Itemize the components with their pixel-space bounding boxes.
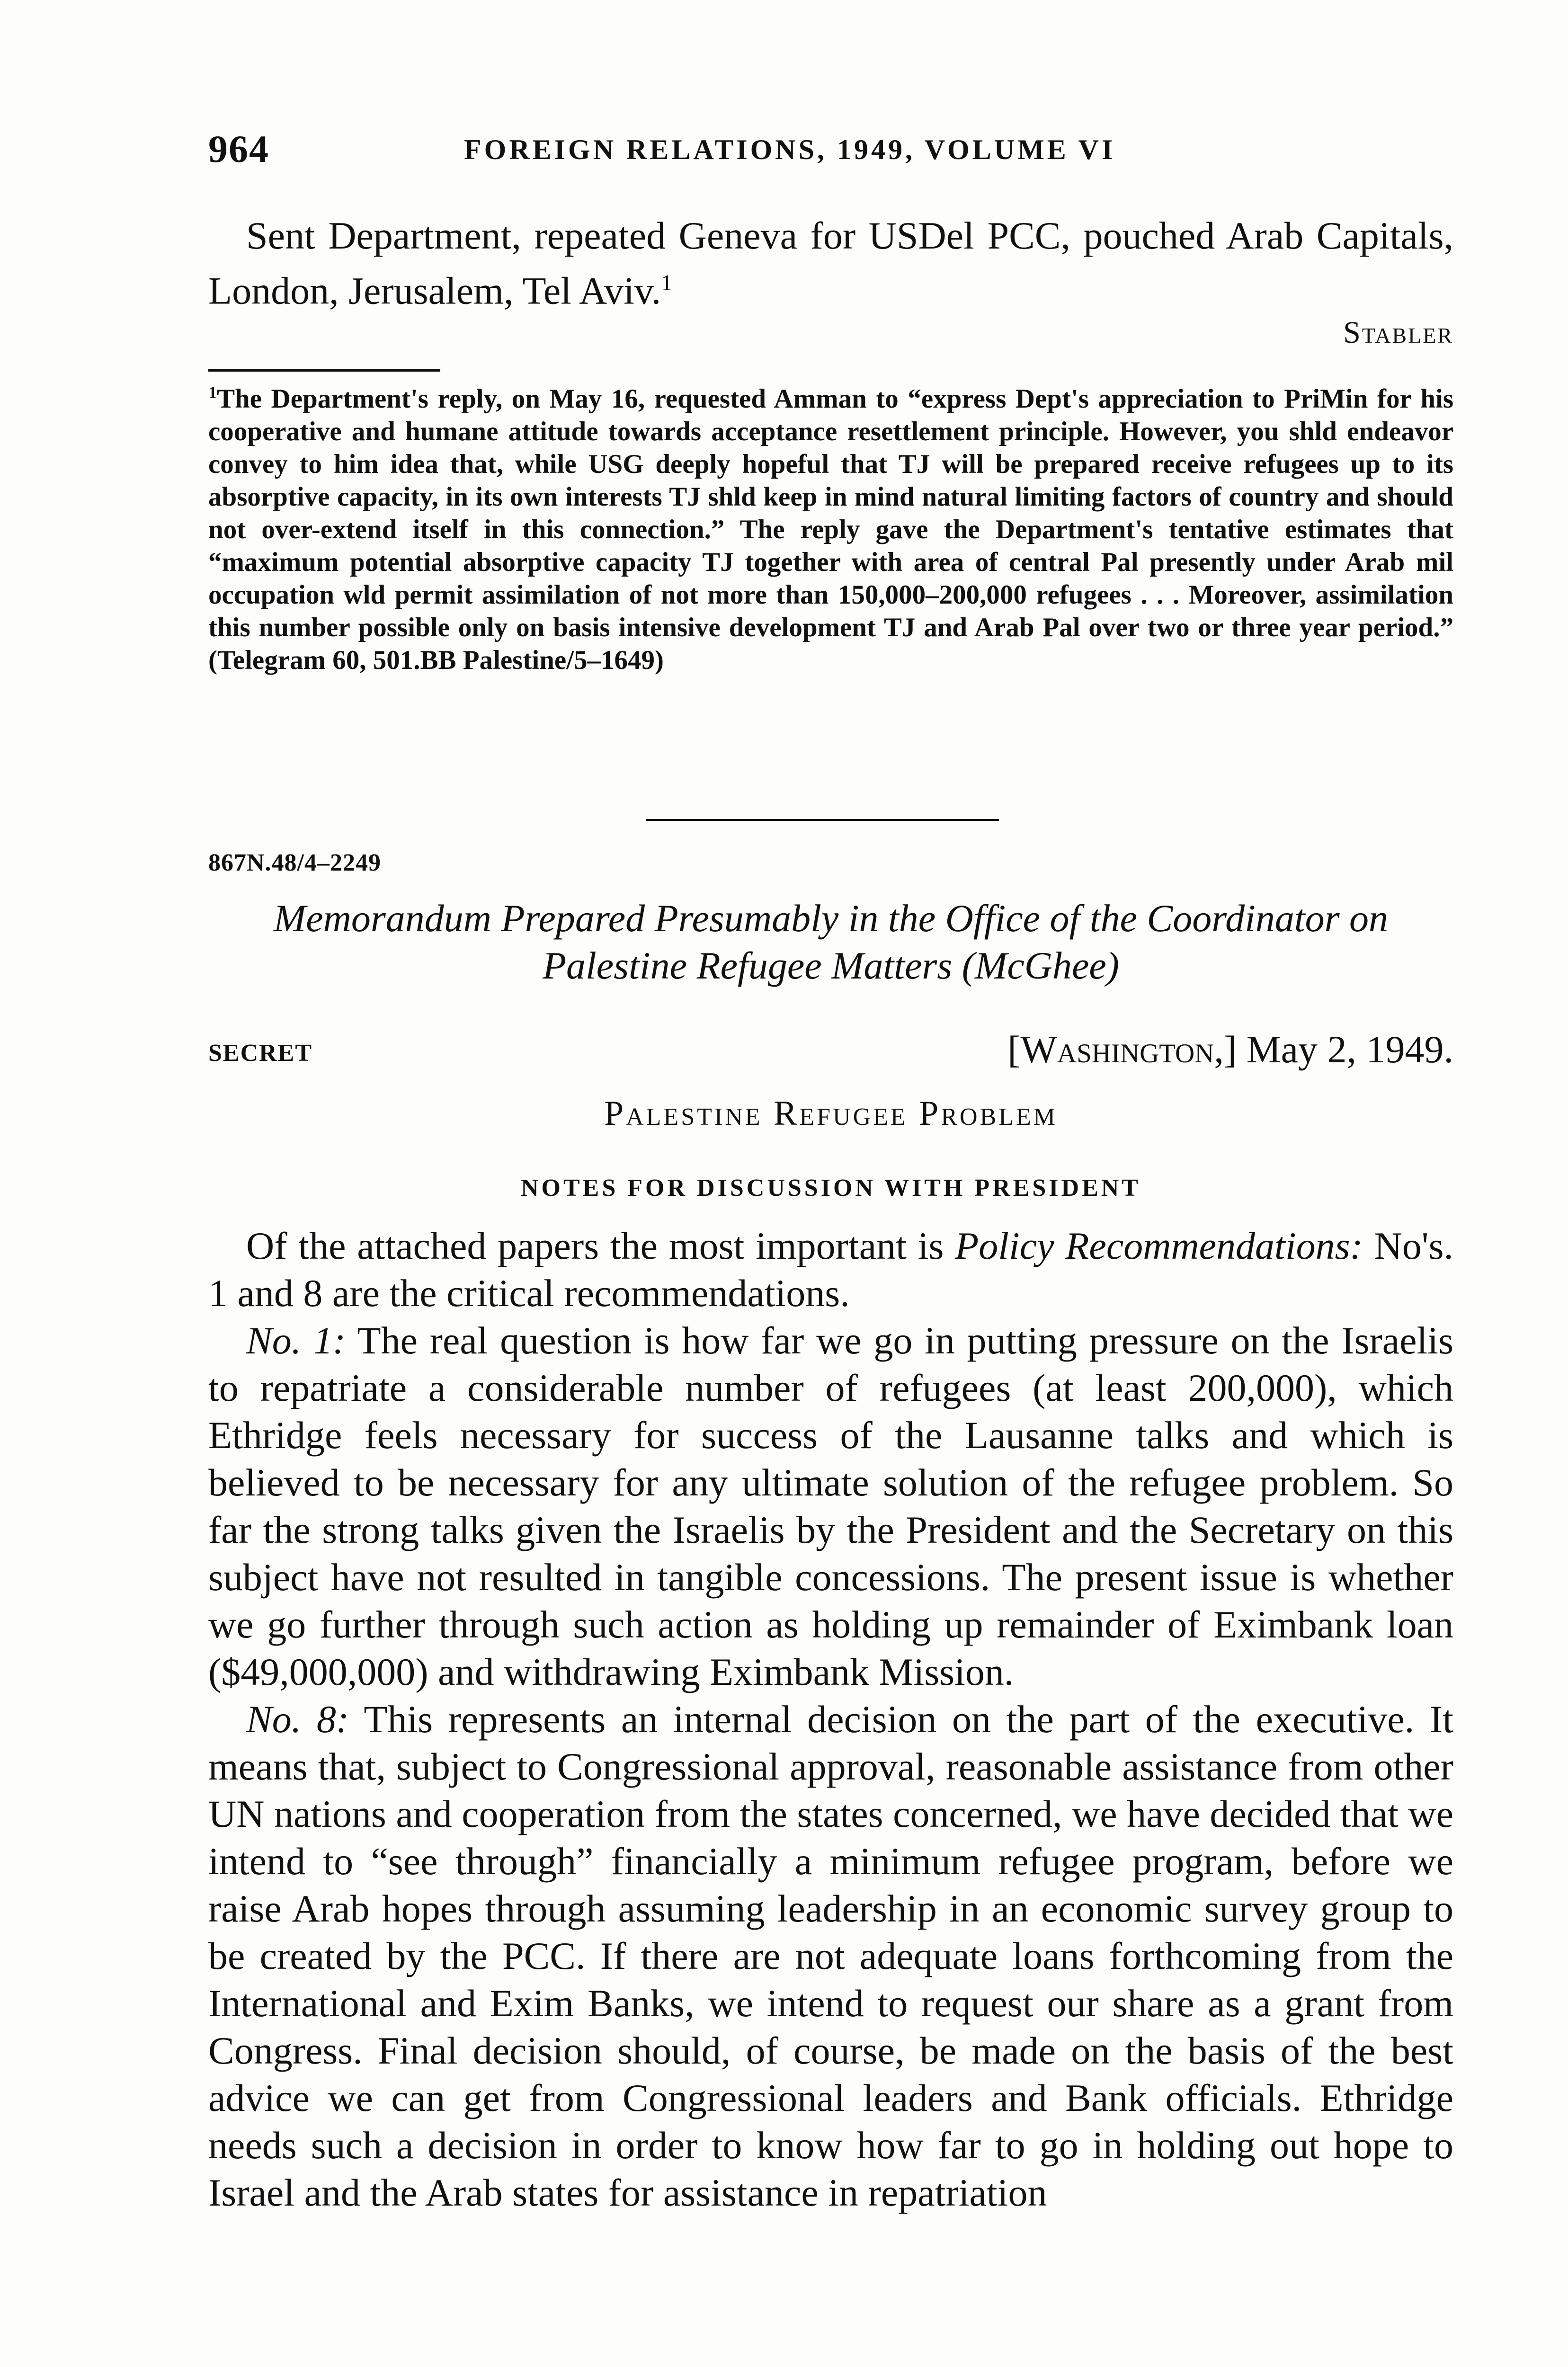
page-number: 964 — [208, 127, 269, 170]
paragraph-3-text: This represents an internal decision on the part of the executive. It means that, subject to Congressional approval, reasonable assistance from other UN nations and cooperation from the states concerned, we have decided that we intend to “see through” financially a minimum refugee program, before we raise Arab hopes through assuming leadership in an economic survey group to be created by the PCC. If there are not adequate loans forthcoming from the International and Exim Banks, we intend to request our share as a grant from Congress. Final decision should, of course, be made on the basis of the best advice we can get from Congressional leaders and Bank officials. Ethridge needs such a decision in order to know how far to go in holding out hope to Israel and the Arab states for assistance in repatriation — [208, 1698, 1454, 2214]
file-number: 867N.48/4–2249 — [208, 849, 381, 876]
footnote — [208, 383, 1453, 676]
footnote-text: The Department's reply, on May 16, requested Amman to “express Dept's appreciation to PriMin for his cooperative and humane attitude towards acceptance resettlement principle. However, you shld endeavor convey to him idea that, while USG deeply hopeful that TJ will be prepared receive refugees up to its absorptive capacity, in its own interests TJ shld keep in mind natural limiting factors of country and should not over-extend itself in this connection.” The reply gave the Department's tentative estimates that “maximum potential absorptive capacity TJ together with area of central Pal presently under Arab mil occupation wld permit assimilation of not more than 150,000–200,000 refugees . . . Moreover, assimilation this number possible only on basis intensive development TJ and Arab Pal over two or three year period.” (Telegram 60, 501.BB Palestine/5–1649) — [208, 384, 1453, 675]
paragraph-2 — [208, 1317, 1453, 1696]
paragraph-1 — [208, 1222, 1453, 1317]
notes-heading: NOTES FOR DISCUSSION WITH PRESIDENT — [521, 1175, 1141, 1201]
intro-footnote-marker[interactable]: 1 — [661, 270, 673, 295]
footnote-marker: 1 — [208, 383, 217, 402]
dateline-place: [Washington,] — [1007, 1028, 1237, 1071]
classification-label: SECRET — [208, 1040, 313, 1067]
paragraph-1-italic: Policy Recommendations: — [955, 1224, 1363, 1267]
intro-text: Sent Department, repeated Geneva for USDel PCC, pouched Arab Capitals, London, Jerusalem, Tel Aviv. — [208, 214, 1453, 312]
paragraph-1-end: No's. 1 and 8 are the critical recommendations. — [208, 1224, 1453, 1315]
memo-body — [208, 1222, 1453, 2216]
paragraph-2-label: No. 1: — [246, 1319, 346, 1362]
section-divider — [646, 819, 999, 821]
subject-heading: Palestine Refugee Problem — [604, 1094, 1058, 1133]
running-head: FOREIGN RELATIONS, 1949, VOLUME VI — [464, 134, 1116, 165]
signature: Stabler — [1343, 315, 1453, 350]
paragraph-2-text: The real question is how far we go in putting pressure on the Israelis to repatriate a considerable number of refugees (at least 200,000), which Ethridge feels necessary for success of the Lausanne talks and which is believed to be necessary for any ultimate solution of the refugee problem. So far the strong talks given the Israelis by the President and the Secretary on this subject have not resulted in tangible concessions. The present issue is whether we go further through such action as holding up remainder of Eximbank loan ($49,000,000) and withdrawing Eximbank Mission. — [208, 1319, 1453, 1693]
page-header — [208, 127, 1453, 174]
dateline — [1007, 1027, 1453, 1072]
paragraph-1-start: Of the attached papers the most important is — [246, 1224, 955, 1267]
paragraph-3-label: No. 8: — [246, 1698, 349, 1741]
paragraph-3 — [208, 1696, 1453, 2216]
footnote-divider — [208, 369, 440, 372]
dateline-date: May 2, 1949. — [1246, 1028, 1453, 1071]
document-title: Memorandum Prepared Presumably in the Office of the Coordinator on Palestine Refugee Matters (McGhee) — [273, 897, 1389, 987]
intro-paragraph — [208, 212, 1453, 314]
